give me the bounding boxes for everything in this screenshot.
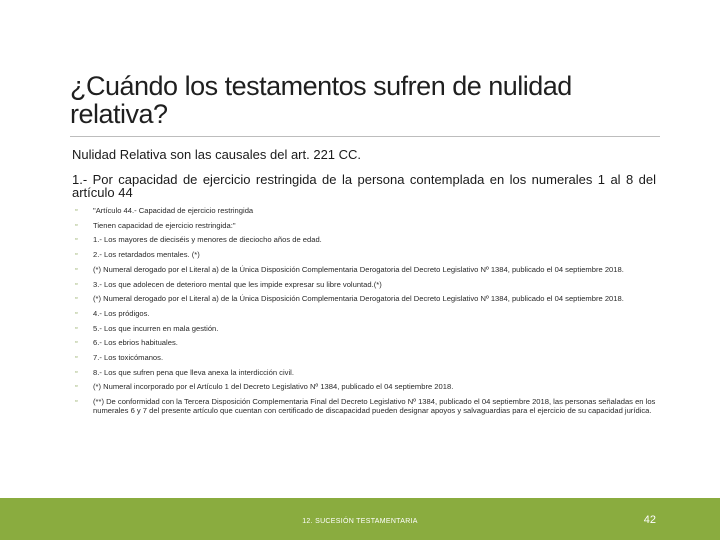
bullet-item: ▫ "Artículo 44.- Capacidad de ejercicio restringida — [75, 206, 254, 215]
title-divider — [70, 136, 660, 137]
bullet-list — [75, 207, 659, 421]
slide-title: ¿Cuándo los testamentos sufren de nulidad relativa? — [70, 71, 572, 129]
bullet-item: ▫ (*) Numeral incorporado por el Artículo 1 del Decreto Legislativo Nº 1384, publicado el 04 septiembre 2018. — [75, 382, 454, 392]
intro-paragraph: 1.- Por capacidad de ejercicio restringida de la persona contemplada en los numerales 1 al 8 del artículo 44 — [72, 172, 656, 200]
square-bullet-icon: ▫ — [75, 354, 78, 362]
square-bullet-icon: ▫ — [75, 295, 78, 303]
bullet-item: ▫ Tienen capacidad de ejercicio restringida:" — [75, 220, 236, 230]
footer-label: 12. SUCESIÓN TESTAMENTARIA — [302, 518, 418, 525]
bullet-item: ▫ 4.- Los pródigos. — [75, 308, 150, 318]
square-bullet-icon: ▫ — [75, 339, 78, 347]
square-bullet-icon: ▫ — [75, 398, 78, 406]
bullet-item: ▫ (*) Numeral derogado por el Literal a) de la Única Disposición Complementaria Derogatoria del Decreto Legislativo Nº 1384, publicado el 04 septiembre 2018. — [75, 294, 624, 304]
square-bullet-icon: ▫ — [75, 265, 78, 273]
bullet-item: ▫ 8.- Los que sufren pena que lleva anexa la interdicción civil. — [75, 367, 294, 377]
slide-subtitle: Nulidad Relativa son las causales del art. 221 CC. — [72, 147, 362, 162]
bullet-item: ▫ 1.- Los mayores de dieciséis y menores de dieciocho años de edad. — [75, 235, 322, 245]
bullet-item: ▫ 7.- Los toxicómanos. — [75, 353, 164, 363]
bullet-item: ▫ (*) Numeral derogado por el Literal a) de la Única Disposición Complementaria Derogatoria del Decreto Legislativo Nº 1384, publicado el 04 septiembre 2018. — [75, 264, 624, 274]
page-number: 42 — [643, 514, 656, 526]
footer-bar — [0, 498, 720, 540]
bullet-item: ▫ (**) De conformidad con la Tercera Disposición Complementaria Final del Decreto Legislativo Nº 1384, publicado el 04 septiembre 2018, las personas señaladas en los numerales 6 y 7 del presente artículo que cuentan con certificado de discapacidad pueden designar apoyos y salvaguardias para el ejercicio de su capacidad jurídica. — [75, 397, 656, 415]
square-bullet-icon: ▫ — [75, 251, 78, 259]
bullet-item: ▫ 2.- Los retardados mentales. (*) — [75, 250, 200, 260]
square-bullet-icon: ▫ — [75, 309, 78, 317]
bullet-item: ▫ 5.- Los que incurren en mala gestión. — [75, 323, 219, 333]
square-bullet-icon: ▫ — [75, 383, 78, 391]
bullet-item: ▫ 6.- Los ebrios habituales. — [75, 338, 178, 348]
bullet-item: ▫ 3.- Los que adolecen de deterioro mental que les impide expresar su libre voluntad.(*) — [75, 279, 382, 289]
square-bullet-icon: ▫ — [75, 207, 78, 214]
square-bullet-icon: ▫ — [75, 221, 78, 229]
square-bullet-icon: ▫ — [75, 324, 78, 332]
square-bullet-icon: ▫ — [75, 236, 78, 244]
square-bullet-icon: ▫ — [75, 368, 78, 376]
square-bullet-icon: ▫ — [75, 280, 78, 288]
